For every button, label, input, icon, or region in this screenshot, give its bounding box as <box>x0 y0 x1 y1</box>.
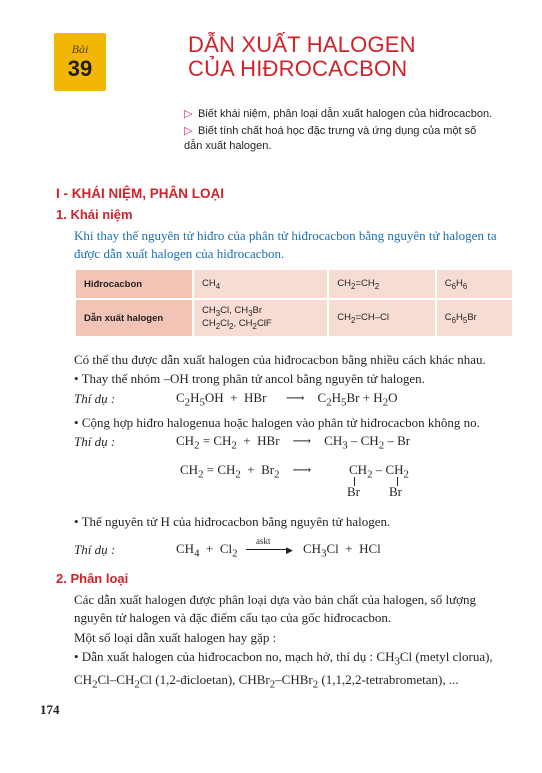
equation-4: $CH_4 + Cl_2$ <box>176 541 238 560</box>
table-cell: $C_6H_5Br$ <box>436 299 513 337</box>
page-title-line2: CỦA HIĐROCACBON <box>188 56 408 81</box>
intro-paragraph: Có thể thu được dẫn xuất halogen của hiđrocacbon bằng nhiều cách khác nhau. <box>74 352 486 367</box>
table-cell: $CH_3Cl$, $CH_3Br$ $CH_2Cl_2$, $CH_2ClF$ <box>193 299 328 337</box>
equation-3: $CH_2 = CH_2 + Br_2$ ⟶ <box>180 462 312 481</box>
table-cell: $C_6H_6$ <box>436 269 513 299</box>
bullet-h-substitution: • Thế nguyên tử H của hiđrocacbon bằng nguyên tử halogen. <box>74 514 391 529</box>
lesson-label: Bài <box>71 42 89 56</box>
page-number: 174 <box>40 702 60 717</box>
table-cell: $CH_4$ <box>193 269 328 299</box>
page-title-line1: DẪN XUẤT HALOGEN <box>188 32 416 57</box>
folder-icon: ▷ <box>184 108 193 120</box>
bromine-atom: Br <box>347 484 360 499</box>
classification-intro: Một số loại dẫn xuất halogen hay gặp : <box>74 630 277 645</box>
objective-1: ▷ Biết khái niệm, phân loại dẫn xuất halogen của hiđrocacbon. <box>184 108 493 120</box>
reaction-arrow <box>246 549 290 550</box>
equation-1: $C_2H_5OH$ + HBr ⟶ $C_2H_5Br + H_2O$ <box>176 390 398 409</box>
table-cell: $CH_2=CH-Cl$ <box>328 299 435 337</box>
table-row-label: Dẫn xuất halogen <box>75 299 193 337</box>
example-label: Thí dụ : <box>74 391 116 406</box>
folder-icon: ▷ <box>184 125 193 137</box>
subsection-heading-concept: 1. Khái niệm <box>56 207 133 222</box>
arrow-head-icon: ▶ <box>286 545 293 555</box>
example-label: Thí dụ : <box>74 434 116 449</box>
bullet-substitution-oh: • Thay thế nhóm –OH trong phân tử ancol bằng nguyên tử halogen. <box>74 371 425 386</box>
bromine-atom: Br <box>389 484 402 499</box>
equation-3-product: $CH_2 - CH_2$ <box>349 462 409 481</box>
bullet-addition: • Cộng hợp hiđro halogenua hoặc halogen vào phân tử hiđrocacbon không no. <box>74 415 480 430</box>
lesson-number: 39 <box>67 56 93 81</box>
classification-paragraph: Các dẫn xuất halogen được phân loại dựa vào bản chất của halogen, số lượng nguyên tử halogen và đặc điểm cấu tạo của gốc hiđrocacbon. <box>74 592 477 625</box>
table-cell: $CH_2=CH_2$ <box>328 269 435 299</box>
table-row-label: Hiđrocacbon <box>75 269 193 299</box>
lesson-badge <box>54 33 106 91</box>
classification-bullet: • Dẫn xuất halogen của hiđrocacbon no, mạch hở, thí dụ : $CH_3Cl$ (metyl clorua), $CH_2Cl-CH_2Cl$ (1,2-đicloetan), CHBr$_2$–CHBr$_2$ (1,1,2,2-tetrabrometan), ... <box>74 649 493 691</box>
example-label: Thí dụ : <box>74 542 116 557</box>
condition-label: askt <box>256 536 271 546</box>
definition-text: Khi thay thế nguyên tử hiđro của phân tử hiđrocacbon bằng nguyên tử halogen ta được dẫn xuất halogen của hiđrocacbon. <box>74 228 497 261</box>
subsection-heading-classification: 2. Phân loại <box>56 571 129 586</box>
examples-table <box>74 268 514 338</box>
section-heading: I - KHÁI NIỆM, PHÂN LOẠI <box>56 186 224 201</box>
objective-2: ▷ Biết tính chất hoá học đặc trưng và ứng dụng của một số <box>184 125 477 137</box>
equation-4-product: $CH_3Cl$ + HCl <box>303 541 381 560</box>
equation-2: $CH_2 = CH_2$ + HBr ⟶ $CH_3 - CH_2$ – Br <box>176 433 411 452</box>
objective-2-cont: dẫn xuất halogen. <box>184 140 272 152</box>
